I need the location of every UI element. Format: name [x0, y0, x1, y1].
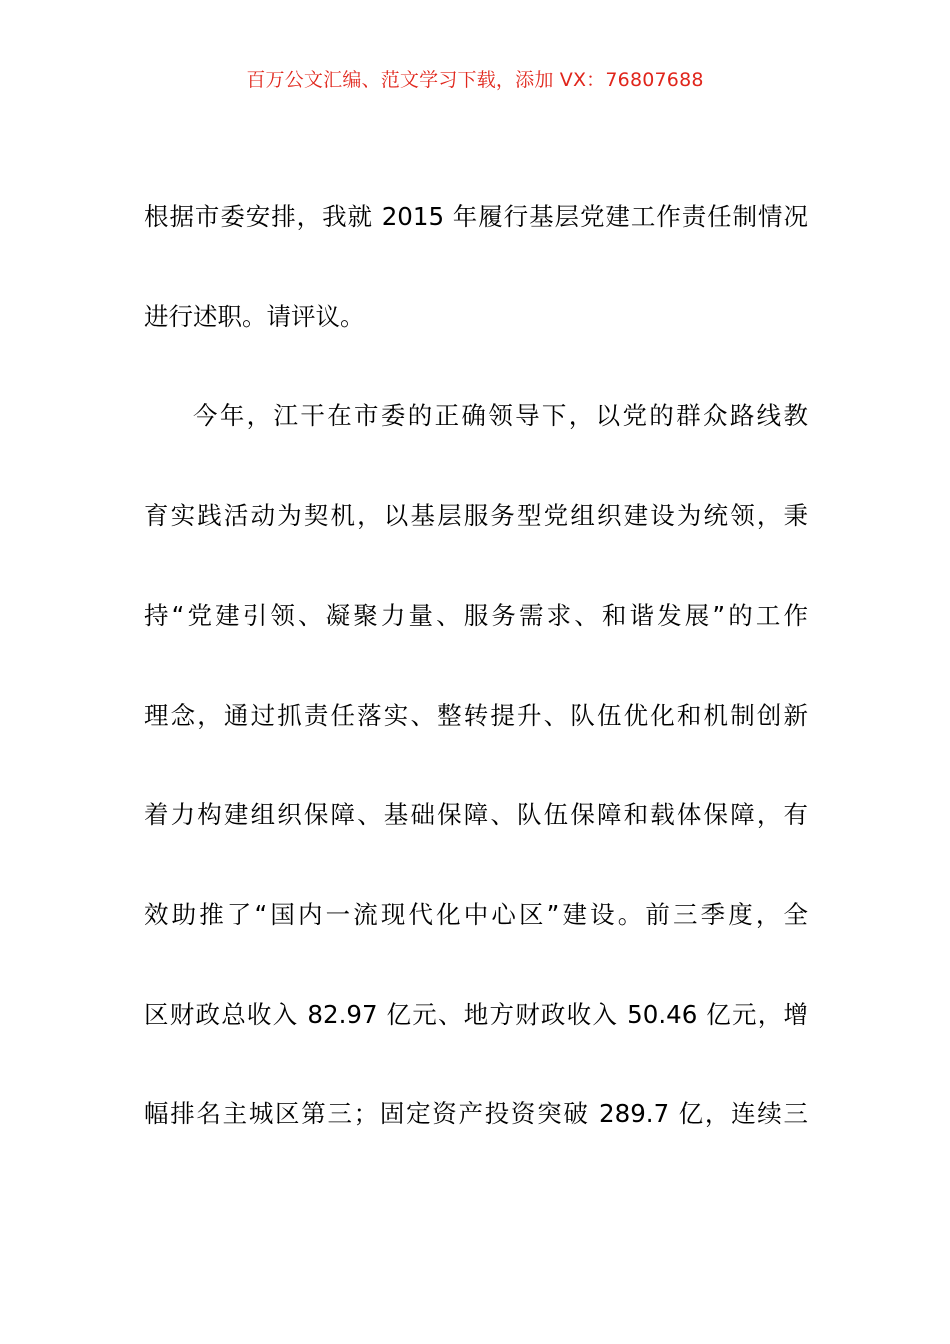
watermark-header: 百万公文汇编、范文学习下载，添加 VX：76807688 — [246, 69, 704, 91]
paragraph-line-8: 效助推了“国内一流现代化中心区”建设。前三季度，全 — [144, 900, 808, 929]
paragraph-line-7: 着力构建组织保障、基础保障、队伍保障和载体保障，有 — [144, 800, 808, 829]
paragraph-line-3: 今年，江干在市委的正确领导下，以党的群众路线教 — [193, 401, 808, 430]
paragraph-line-4: 育实践活动为契机，以基层服务型党组织建设为统领，秉 — [144, 501, 808, 530]
paragraph-line-1: 根据市委安排，我就 2015 年履行基层党建工作责任制情况 — [144, 202, 808, 231]
paragraph-line-10: 幅排名主城区第三；固定资产投资突破 289.7 亿，连续三 — [144, 1099, 808, 1128]
paragraph-line-2: 进行述职。请评议。 — [144, 302, 365, 331]
paragraph-line-6: 理念，通过抓责任落实、整转提升、队伍优化和机制创新 — [144, 701, 808, 730]
paragraph-line-9: 区财政总收入 82.97 亿元、地方财政收入 50.46 亿元，增 — [144, 1000, 808, 1029]
paragraph-line-5: 持“党建引领、凝聚力量、服务需求、和谐发展”的工作 — [144, 601, 808, 630]
